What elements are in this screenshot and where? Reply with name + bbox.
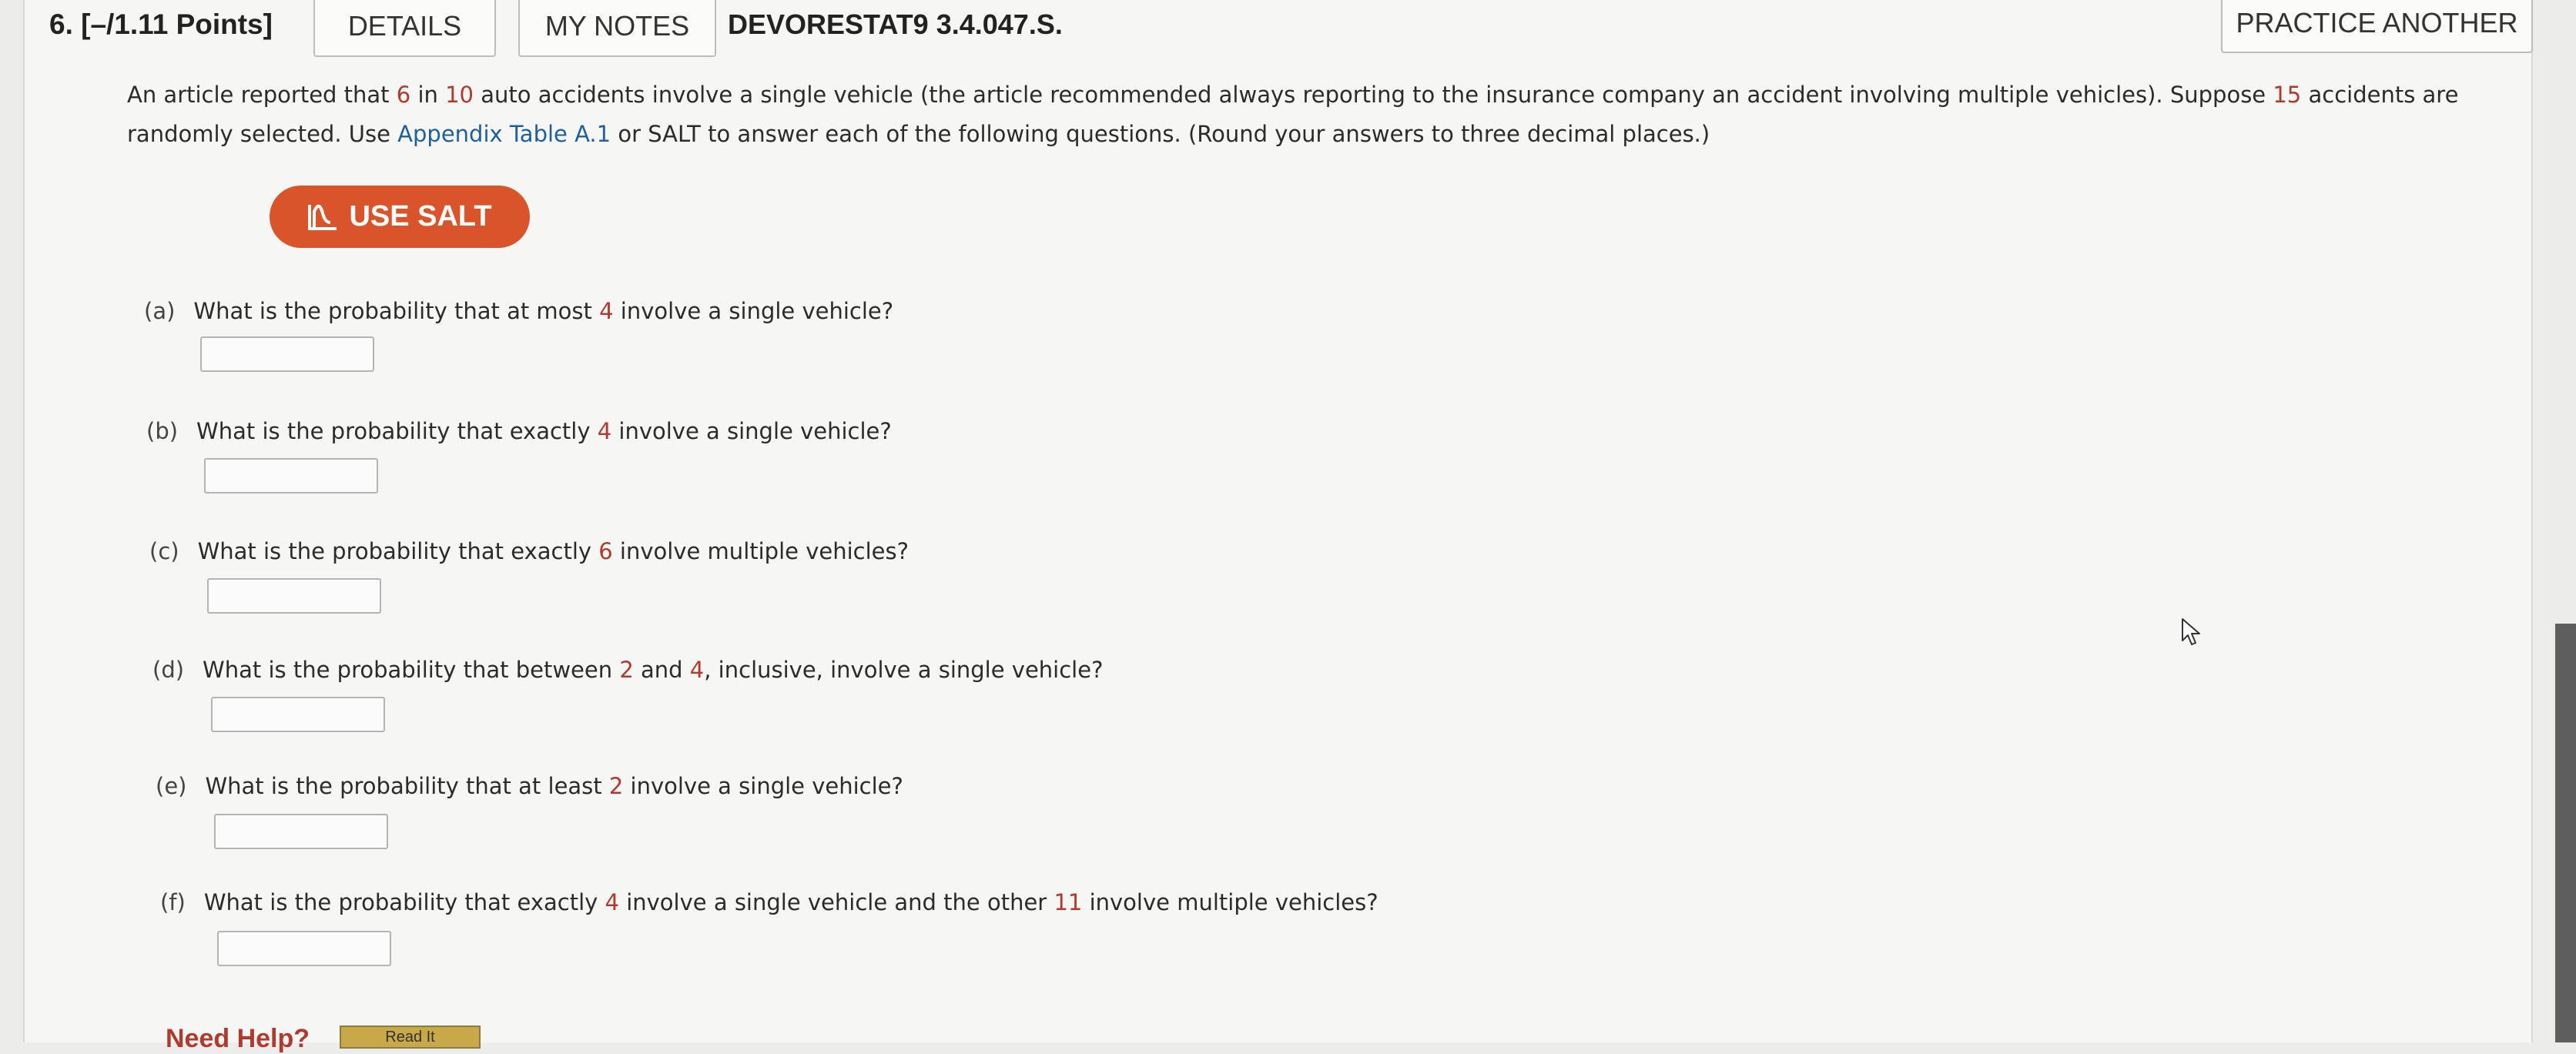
mouse-cursor-icon bbox=[2181, 617, 2206, 648]
part-b-answer-input[interactable] bbox=[204, 458, 378, 494]
part-c-answer-input[interactable] bbox=[207, 578, 381, 614]
points-label: [–/1.11 Points] bbox=[81, 8, 273, 40]
problem-statement: An article reported that 6 in 10 auto accidents involve a single vehicle (the article recommended always reporting to the insurance company an accident involving multiple vehicles). Suppose 15 accidents are randomly selected. Use Appendix Table A.1 or SALT to answer each of the following questions. (Round your answers to three decimal places.) bbox=[127, 82, 2459, 147]
part-d-question: (d) What is the probability that between 2 and 4, inclusive, involve a single vehicle? bbox=[152, 657, 1104, 683]
appendix-link[interactable]: Appendix Table A.1 bbox=[397, 121, 611, 147]
part-a-answer-input[interactable] bbox=[200, 336, 374, 372]
part-a-question: (a) What is the probability that at most 4 involve a single vehicle? bbox=[144, 298, 894, 324]
practice-another-button[interactable]: PRACTICE ANOTHER bbox=[2221, 0, 2533, 53]
part-e-answer-input[interactable] bbox=[214, 814, 388, 849]
question-header bbox=[25, 0, 2531, 54]
my-notes-button[interactable]: MY NOTES bbox=[518, 0, 716, 57]
part-d-answer-input[interactable] bbox=[211, 697, 385, 732]
need-help-label: Need Help? bbox=[166, 1024, 310, 1053]
part-f-question: (f) What is the probability that exactly 4 involve a single vehicle and the other 11 involve multiple vehicles? bbox=[160, 889, 1378, 915]
salt-chart-icon bbox=[307, 202, 338, 232]
read-it-button[interactable]: Read It bbox=[340, 1026, 481, 1049]
use-salt-button[interactable]: USE SALT bbox=[270, 186, 530, 248]
question-number: 6. [–/1.11 Points] bbox=[49, 8, 273, 40]
part-b-question: (b) What is the probability that exactly 4 involve a single vehicle? bbox=[146, 418, 892, 444]
question-id: DEVORESTAT9 3.4.047.S. bbox=[728, 8, 1063, 40]
question-card bbox=[23, 0, 2533, 1053]
scrollbar[interactable] bbox=[2555, 624, 2576, 1042]
details-button[interactable]: DETAILS bbox=[313, 0, 496, 57]
part-e-question: (e) What is the probability that at least 2 involve a single vehicle? bbox=[156, 773, 903, 799]
part-f-answer-input[interactable] bbox=[217, 931, 391, 966]
part-c-question: (c) What is the probability that exactly 6 involve multiple vehicles? bbox=[149, 538, 909, 564]
